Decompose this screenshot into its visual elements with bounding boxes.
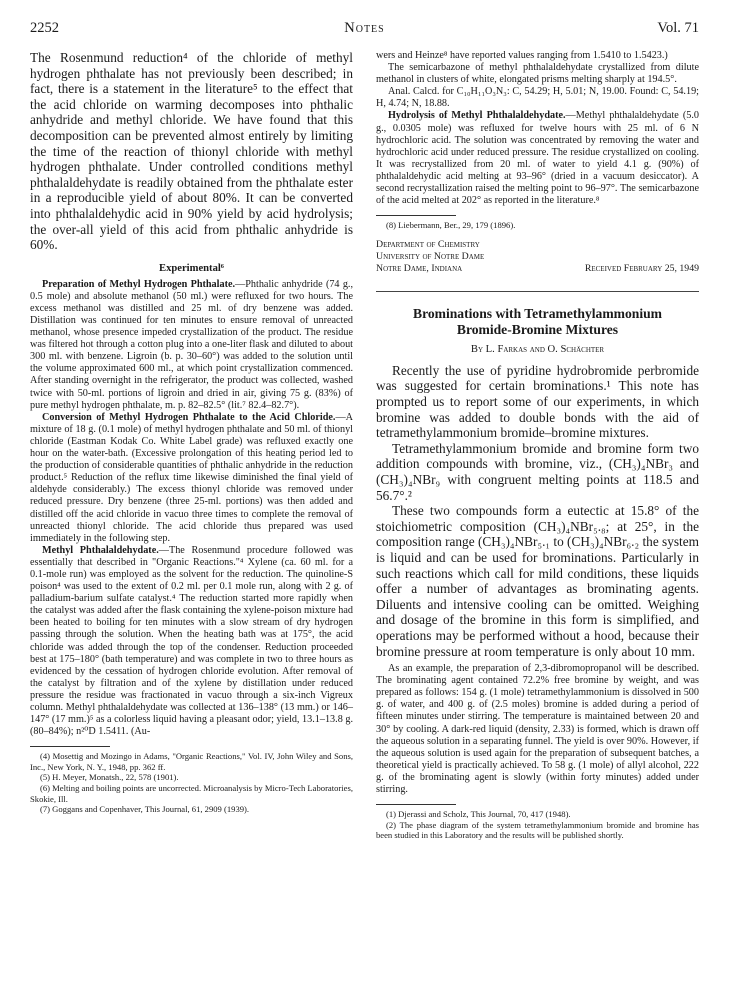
right-column — [376, 50, 699, 841]
footnote: (4) Mosettig and Mozingo in Adams, "Organic Reactions," Vol. IV, John Wiley and Sons, Inc., New York, N. Y., 1948, pp. 362 ff. — [30, 751, 353, 772]
affiliation-line: Department of Chemistry — [376, 238, 480, 250]
intro-paragraph: The Rosenmund reduction⁴ of the chloride of methyl hydrogen phthalate has not previously been described; in fact, there is a statement in the literature⁵ to the effect that the acid chloride on warming decomposes into phthalic anhydride and methyl chloride. We have found that this decomposition can be prevented almost entirely by limiting the time of the reaction of thionyl chloride with methyl hydrogen phthalate. Under controlled conditions methyl phthalaldehydate is readily obtained from the phthalate ester in a reproducible yield of about 80%. It can be converted into phthalaldehydic acid in 90% yield by acid hydrolysis; the over-all yield of this acid from phthalic anhydride is 60%. — [30, 50, 353, 253]
footnote: (1) Djerassi and Scholz, This Journal, 70, 417 (1948). — [386, 809, 571, 820]
footnote: (8) Liebermann, Ber., 29, 179 (1896). — [386, 220, 516, 231]
continued-text: wers and Heinze⁸ have reported values ranging from 1.5410 to 1.5423.) — [376, 50, 668, 61]
footnote-divider — [376, 215, 456, 216]
procedure-text: —A mixture of 18 g. (0.1 mole) of methyl hydrogen phthalate and 50 ml. of thionyl chloride (Eastman Kodak Co. White Label grade) was refluxed exactly one hour on the water-bath. (Excessive prolongation of this heating period led to the production of considerable quantities of phthalic anhydride in the reduction product.⁵ Reduction of the reflux time likewise diminished the final yield of aldehyde considerably.) The excess thionyl chloride was removed under reduced pressure. Dry benzene (three 25-ml. portions) was then added and distilled off the acid chloride in vacuo three times to complete the removal of unreacted thionyl chloride. The acid chloride thus prepared was used immediately in the following step. — [30, 411, 353, 544]
page-header — [30, 14, 699, 50]
procedure-title: Hydrolysis of Methyl Phthalaldehydate. — [388, 110, 566, 122]
footnote: (5) H. Meyer, Monatsh., 22, 578 (1901). — [40, 772, 179, 783]
procedure-title: Methyl Phthalaldehydate. — [42, 544, 159, 556]
procedure-hydrolysis — [376, 110, 699, 207]
procedure-title: Conversion of Methyl Hydrogen Phthalate to the Acid Chloride. — [42, 411, 336, 423]
article-title: Brominations with Tetramethylammonium Bromide-Bromine Mixtures — [413, 305, 662, 337]
footnote: (6) Melting and boiling points are uncorrected. Microanalysis by Micro-Tech Laboratories, Skokie, Ill. — [30, 783, 353, 804]
footnote-divider — [376, 804, 456, 805]
left-column — [30, 50, 353, 841]
procedure-methyl-hydrogen-phthalate — [30, 279, 353, 412]
procedure-title: Preparation of Methyl Hydrogen Phthalate. — [42, 278, 236, 290]
article-byline: By L. Farkas and O. Schächter — [470, 343, 605, 355]
right-footnotes — [376, 809, 699, 841]
two-column-body — [30, 50, 699, 841]
procedure-text: —Methyl phthalaldehydate (5.0 g., 0.0305 mole) was refluxed for twelve hours with 25 ml. of 6 N hydrochloric acid. The solution was concentrated by removing the water and hydrochloric acid under reduced pressure. The residue crystallized on cooling. It was recrystallized from 20 ml. of water to yield 4.1 g. (90%) of phthalaldehydic acid melting at 93–96° (dried in a vacuum desiccator). A second recrystallization raised the melting point to 96–97°. The semicarbazone of the acid melted at 202° as reported in the literature.⁸ — [376, 110, 699, 207]
footnote: (7) Goggans and Copenhaver, This Journal, 61, 2909 (1939). — [40, 804, 250, 815]
procedure-text: —The Rosenmund procedure followed was essentially that described in "Organic Reactions."⁴ Xylene (ca. 60 ml. for a 0.1-mole run) was employed as the solvent for the reduction. The quinoline-S poison⁴ was used to the extent of 0.2 ml. per 0.1 mole run, along with 2 g. of palladium-barium sulfate catalyst.⁴ The reduction started more rapidly when the catalyst was added after the flask containing the xylene-poison mixture had been heated to boiling for ten minutes with a slow stream of dry hydrogen passing through the solution. When the heating bath was at 175°, the acid chloride was added through the top of the condenser. Reduction proceeded best at 175–180° (bath temperature) and was complete in two to three hours as evidenced by the cessation of hydrogen chloride evolution. After removal of the catalyst by filtration and of the xylene by distillation under reduced pressure the residue was fractionated in vacuo through a six-inch Vigreux column. Methyl phthalaldehydate was collected at 136–138° (13 mm.) or 146–147° (17 mm.)⁵ as a colorless liquid having a pleasant odor; yield, 13.1–13.8 g. (80–84%); n²⁰D 1.5411. (Au- — [30, 544, 354, 738]
body-paragraph: Tetramethylammonium bromide and bromine form two addition compounds with bromine, viz., (CH₃)₄NBr₃ and (CH₃)₄NBr₉ with congruent melting points at 118.5 and 56.7°.² — [376, 440, 699, 503]
affiliation-block — [376, 239, 699, 275]
footnote: (2) The phase diagram of the system tetramethylammonium bromide and bromine has been studied in this Laboratory and the results will be published shortly. — [376, 819, 699, 841]
page-number: 2252 — [30, 20, 59, 36]
affiliation-line: University of Notre Dame — [376, 250, 485, 262]
article-divider — [376, 291, 699, 292]
running-title: Notes — [344, 20, 385, 36]
analysis-line: Anal. Calcd. for C₁₀H₁₁O₃N₃: C, 54.29; H, 5.01; N, 19.00. Found: C, 54.19; H, 4.74; N, 18.88. — [376, 86, 699, 110]
volume-label: Vol. 71 — [657, 20, 699, 36]
procedure-text: —Phthalic anhydride (74 g., 0.5 mole) and absolute methanol (50 ml.) were refluxed for two hours. The excess methanol was distilled and 25 ml. of dry benzene was added. Distillation was continued for ten minutes to ensure removal of unreacted methanol, whose presence impeded crystallization of the product. The residue was filtered hot through a cotton plug into a one-liter flask and diluted to about 300 ml. with benzene. Ligroin (b. p. 30–60°) was added to the solution until the volume approximated 600 ml., at which point crystallization commenced. After standing overnight in the refrigerator, the product was collected, washed twice with 50-ml. portions of ligroin and dried in air, giving 75 g. (83%) of pure methyl hydrogen phthalate, m. p. 82–82.5° (lit.⁷ 82.4–82.7°). — [30, 278, 354, 411]
example-paragraph: As an example, the preparation of 2,3-dibromopropanol will be described. The brominating agent contained 72.2% free bromine by weight, and was prepared as follows: 154 g. (1 mole) tetramethylammonium is dissolved in 500 g. of water, and 400 g. of (2.5 moles) bromine is added during a period of fifteen minutes under stirring. The temperature is maintained between 20 and 30° by cooling. A dark-red liquid (density, 2.33) is formed, which is drawn off the aqueous solution in a separating funnel. The yield is over 90%. However, if the aqueous solution is used again for the preparation of subsequent batches, a theoretical yield is practically achieved. To 58 g. (1 mole) of allyl alcohol, 222 g. of the brominating agent is slowly (within forty minutes) added under stirring. — [376, 663, 699, 796]
procedure-methyl-phthalaldehydate — [30, 545, 353, 739]
body-paragraph: These two compounds form a eutectic at 15.8° of the stoichiometric composition (CH₃)₄NBr₅.₈; at 25°, in the composition range (CH₃)₄NBr₅.₁ to (CH₃)₄NBr₆.₂ the system is liquid and can be used for brominations. Particularly in such reactions which call for mild conditions, these liquids offer a number of advantages as brominating agents. Diluents and intensive cooling can be omitted. Weighing and dosage of the bromine in this form is simplified, and operations may be performed without a hood, because their bromine pressure at room temperature is only about 10 mm. — [376, 503, 699, 659]
body-paragraph: Recently the use of pyridine hydrobromide perbromide was suggested for certain brominations.¹ This note has prompted us to report some of our experiments, in which bromine was added to double bonds with the aid of tetramethylammonium bromide–bromine mixtures. — [376, 362, 699, 441]
experimental-heading: Experimental⁶ — [159, 262, 224, 274]
procedure-acid-chloride — [30, 412, 353, 545]
affiliation-line: Notre Dame, Indiana — [376, 262, 463, 274]
left-footnotes — [30, 751, 353, 815]
footnote-divider — [30, 746, 110, 747]
received-date: Received February 25, 1949 — [584, 262, 699, 274]
semicarbazone-paragraph: The semicarbazone of methyl phthalaldehydate crystallized from dilute methanol in clusters of white, elongated prisms melting sharply at 194.5°. — [376, 62, 699, 86]
